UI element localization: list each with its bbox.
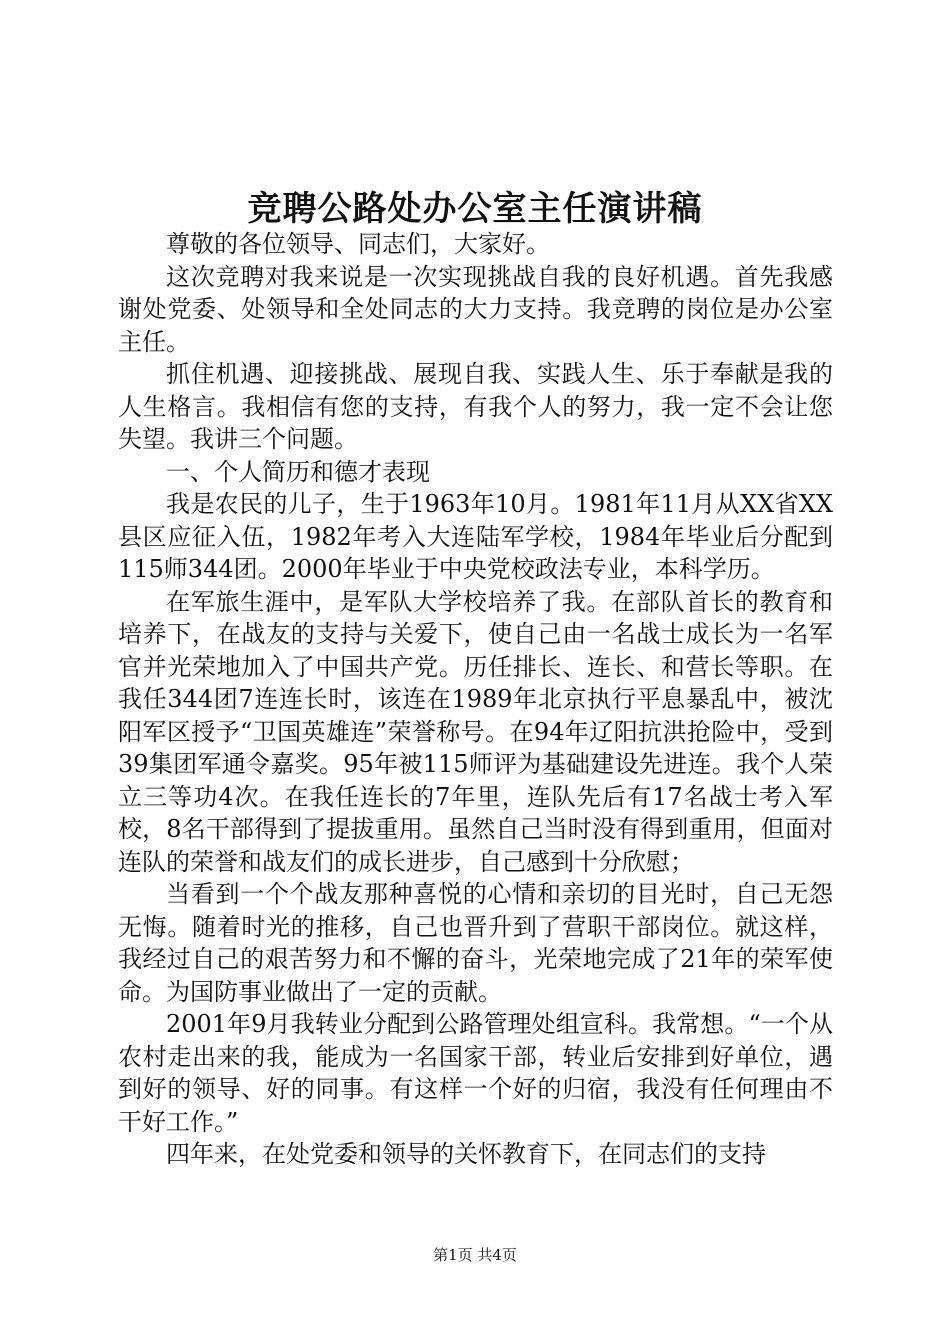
paragraph-military-career: 在军旅生涯中，是军队大学校培养了我。在部队首长的教育和培养下，在战友的支持与关爱下，使自己由一名战士成长为一名军官并光荣地加入了中国共产党。历任排长、连长、和营长等职。在我任344团7连连长时，该连在1989年北京执行平息暴乱中，被沈阳军区授予“卫国英雄连”荣誉称号。在94年辽阳抗洪抢险中，受到39集团军通令嘉奖。95年被115师评为基础建设先进连。我个人荣立三等功4次。在我任连长的7年里，连队先后有17名战士考入军校，8名干部得到了提拔重用。虽然自己当时没有得到重用，但面对连队的荣誉和战友们的成长进步，自己感到十分欣慰； — [118, 587, 833, 876]
paragraph-reflection: 当看到一个个战友那种喜悦的心情和亲切的目光时，自己无怨无悔。随着时光的推移，自己也晋升到了营职干部岗位。就这样，我经过自己的艰苦努力和不懈的奋斗，光荣地完成了21年的荣军使命。为国防事业做出了一定的贡献。 — [118, 880, 833, 1006]
paragraph-motto: 抓住机遇、迎接挑战、展现自我、实践人生、乐于奉献是我的人生格言。我相信有您的支持，有我个人的努力，我一定不会让您失望。我讲三个问题。 — [118, 360, 833, 453]
paragraph-four-years: 四年来，在处党委和领导的关怀教育下，在同志们的支持 — [166, 1140, 766, 1168]
page-number-footer: 第1页 共4页 — [433, 1246, 517, 1264]
paragraph-intro: 这次竞聘对我来说是一次实现挑战自我的良好机遇。首先我感谢处党委、处领导和全处同志的大力支持。我竞聘的岗位是办公室主任。 — [118, 262, 833, 356]
document-title: 竞聘公路处办公室主任演讲稿 — [247, 189, 703, 229]
paragraph-resume: 我是农民的儿子，生于1963年10月。1981年11月从XX省XX县区应征入伍，1982年考入大连陆军学校，1984年毕业后分配到115师344团。2000年毕业于中央党校政法专业，本科学历。 — [118, 490, 833, 583]
paragraph-transfer: 2001年9月我转业分配到公路管理处组宣科。我常想。“一个从农村走出来的我，能成为一名国家干部，转业后安排到好单位，遇到好的领导、好的同事。有这样一个好的归宿，我没有任何理由不干好工作。” — [118, 1010, 833, 1136]
section-heading: 一、个人简历和德才表现 — [166, 457, 430, 486]
document-body — [118, 228, 833, 1171]
paragraph-greeting: 尊敬的各位领导、同志们，大家好。 — [166, 230, 550, 258]
